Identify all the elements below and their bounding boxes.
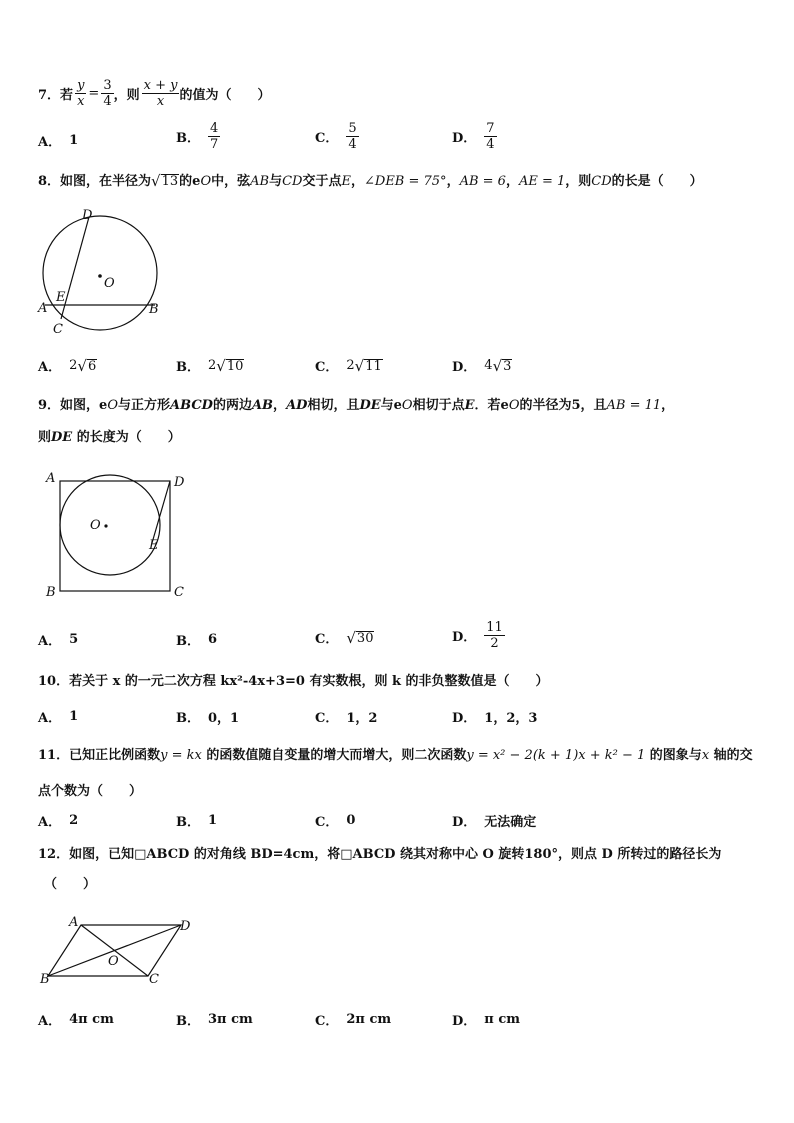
option-label: B． — [176, 360, 200, 375]
sqrt-expression — [493, 358, 513, 374]
math-symbol: O — [200, 174, 212, 189]
option-label: D． — [452, 131, 477, 146]
math-symbol: DE — [51, 430, 73, 445]
question-8-stem — [38, 170, 703, 189]
question-8-text: 交于点 — [302, 174, 342, 189]
question-9-text: 则 — [38, 430, 52, 445]
question-10-options — [38, 707, 738, 747]
question-11-stem-line2: 点个数为（ ） — [38, 784, 143, 799]
option-value: π cm — [484, 1012, 520, 1027]
math-expression: y = x² − 2(k + 1)x + k² − 1 — [466, 748, 646, 763]
option-value: 2 — [69, 813, 79, 828]
option-a[interactable] — [38, 811, 78, 830]
option-a[interactable] — [38, 356, 97, 375]
fraction-denominator: 4 — [103, 94, 112, 109]
option-label: A． — [38, 634, 62, 649]
question-7-text: 的值为（ ） — [179, 88, 271, 103]
question-8-text: ， — [505, 174, 519, 189]
sqrt-symbol: √ — [77, 356, 87, 375]
math-symbol: ABCD — [170, 398, 213, 413]
option-a[interactable] — [38, 630, 78, 649]
option-a[interactable] — [38, 1010, 114, 1029]
math-symbol: O — [401, 398, 413, 413]
option-label: A． — [38, 815, 62, 830]
option-value: 5 — [69, 632, 79, 647]
question-8-text: ，则 — [565, 174, 592, 189]
math-symbol: O — [508, 398, 520, 413]
question-9-text: 相切于点 — [412, 398, 465, 413]
question-9-text: 9．如图，e — [38, 398, 108, 413]
option-label: B． — [176, 634, 200, 649]
sqrt-symbol: √ — [354, 356, 365, 375]
option-c[interactable] — [315, 811, 355, 830]
fraction-numerator: 4 — [210, 121, 219, 136]
question-7-stem — [38, 78, 270, 109]
option-d[interactable] — [452, 707, 537, 726]
fraction-numerator: 7 — [486, 121, 495, 136]
point-label-b: B — [46, 585, 56, 600]
sqrt-expression — [77, 358, 97, 374]
question-8-options — [38, 356, 738, 396]
given-fraction — [75, 78, 86, 109]
sqrt-expression — [216, 358, 244, 374]
question-7-options — [38, 121, 738, 161]
math-symbol: E — [341, 174, 351, 189]
equals-sign: = — [88, 86, 100, 101]
option-label: D． — [452, 1014, 477, 1029]
question-9-text: ．若e — [474, 398, 509, 413]
option-coefficient: 2 — [346, 358, 355, 373]
option-label: C． — [315, 711, 339, 726]
point-label-a: A — [38, 301, 48, 316]
option-value: 0，1 — [208, 711, 240, 726]
option-value: 2π cm — [346, 1012, 392, 1027]
point-label-a: A — [69, 915, 79, 930]
question-12-stem: 12．如图，已知□ABCD 的对角线 BD=4cm，将□ABCD 绕其对称中心 O 旋转180°，则点 D 所转过的路径长为 — [38, 847, 722, 862]
point-label-e: E — [56, 290, 66, 305]
radicand: 3 — [503, 358, 512, 374]
sqrt-symbol: √ — [216, 356, 226, 375]
option-fraction — [208, 121, 220, 152]
question-7-text: 若 — [60, 88, 74, 103]
option-value: 1 — [208, 813, 218, 828]
tangent-de — [152, 481, 170, 543]
option-fraction — [346, 121, 358, 152]
option-value: 6 — [208, 632, 218, 647]
math-symbol: x — [701, 748, 710, 763]
point-label-o: O — [108, 954, 119, 969]
sqrt-symbol: √ — [346, 628, 356, 647]
option-d[interactable] — [452, 811, 536, 830]
question-7-text: ，则 — [113, 88, 140, 103]
math-symbol: E — [464, 398, 475, 413]
option-value: 无法确定 — [484, 815, 537, 830]
option-b[interactable] — [176, 630, 217, 649]
option-coefficient: 2 — [69, 358, 78, 373]
question-9-stem — [38, 394, 674, 413]
question-8-text: ， — [350, 174, 364, 189]
given-value-fraction — [101, 78, 113, 109]
center-dot — [98, 274, 102, 278]
radicand: 30 — [356, 630, 374, 646]
question-9-options — [38, 620, 738, 660]
option-d[interactable] — [452, 1010, 520, 1029]
fraction-numerator: x + y — [143, 78, 178, 93]
option-label: C． — [315, 360, 339, 375]
question-8-text: 的e — [179, 174, 201, 189]
option-b[interactable] — [176, 811, 217, 830]
question-12-options — [38, 1010, 738, 1050]
sqrt-symbol: √ — [492, 356, 503, 375]
option-label: B． — [176, 815, 200, 830]
question-11-stem — [38, 744, 753, 763]
math-expression: AE = 1 — [518, 174, 566, 189]
question-8-text: 8．如图，在半径为 — [38, 174, 152, 189]
question-9-text: 的两边 — [212, 398, 252, 413]
option-d[interactable] — [452, 121, 497, 152]
center-dot — [104, 524, 107, 527]
option-label: D． — [452, 815, 477, 830]
point-label-d: D — [174, 475, 185, 490]
math-expression: ∠DEB = 75° — [364, 174, 447, 189]
question-9-text: ， — [273, 398, 287, 413]
question-11-text: 的函数值随自变量的增大而增大，则二次函数 — [201, 748, 467, 763]
question-12-stem-line2: （ ） — [44, 877, 97, 892]
point-label-b: B — [149, 302, 159, 317]
radicand: 6 — [87, 358, 97, 374]
option-b[interactable] — [176, 121, 220, 152]
option-value: 1，2，3 — [484, 711, 538, 726]
sqrt-symbol: √ — [151, 172, 161, 190]
sqrt-expression — [346, 630, 374, 646]
fraction-numerator: 3 — [103, 78, 112, 93]
point-label-d: D — [82, 208, 93, 223]
option-d[interactable] — [452, 356, 512, 375]
question-9-figure — [40, 470, 200, 600]
question-9-text: 相切，且 — [307, 398, 360, 413]
circle-o — [60, 475, 160, 575]
question-9-stem-line2 — [38, 426, 181, 445]
option-c[interactable] — [315, 121, 359, 152]
math-symbol: AB — [251, 398, 274, 413]
option-label: C． — [315, 1014, 339, 1029]
sqrt-expression — [151, 173, 179, 189]
option-a[interactable] — [38, 131, 78, 150]
option-label: D． — [452, 711, 477, 726]
question-8-text: 与 — [269, 174, 283, 189]
question-8-text: ， — [446, 174, 460, 189]
question-9-text: ， — [661, 398, 675, 413]
option-label: A． — [38, 135, 62, 150]
question-9-text: 与e — [380, 398, 402, 413]
option-label: C． — [315, 632, 339, 647]
option-value: 3π cm — [208, 1012, 253, 1027]
question-10-stem: 10．若关于 x 的一元二次方程 kx²-4x+3=0 有实数根，则 k 的非负整数值是（ ） — [38, 674, 549, 689]
option-label: C． — [315, 815, 339, 830]
fraction-denominator: 2 — [490, 636, 499, 651]
option-label: B． — [176, 131, 200, 146]
expression-fraction — [142, 78, 180, 109]
radicand: 11 — [365, 358, 382, 374]
point-label-o: O — [90, 518, 101, 533]
radicand: 10 — [226, 358, 244, 374]
fraction-denominator: 4 — [348, 137, 357, 152]
sqrt-expression — [355, 358, 383, 374]
point-label-o: O — [104, 276, 115, 291]
fraction-denominator: 7 — [210, 137, 219, 152]
question-9-text: 的长度为（ ） — [72, 430, 181, 445]
question-11-text: 的图象与 — [645, 748, 702, 763]
option-value: 1 — [69, 709, 79, 724]
point-label-e: E — [149, 538, 159, 553]
option-value: 0 — [346, 813, 356, 828]
math-expression: AB = 6 — [459, 174, 506, 189]
radicand: 13 — [161, 174, 179, 189]
fraction-numerator: 5 — [348, 121, 357, 136]
question-9-text: 的半径为5，且 — [519, 398, 607, 413]
option-label: A． — [38, 711, 62, 726]
option-c[interactable] — [315, 707, 377, 726]
option-label: A． — [38, 1014, 62, 1029]
math-expression: AB = 11 — [606, 398, 662, 413]
fraction-numerator: y — [77, 78, 85, 93]
point-label-a: A — [46, 471, 56, 486]
option-value: 1，2 — [346, 711, 378, 726]
question-12-figure — [36, 910, 206, 990]
question-11-text: 11．已知正比例函数 — [38, 748, 161, 763]
circle-o — [43, 216, 157, 330]
math-expression: y = kx — [160, 748, 202, 763]
option-coefficient: 2 — [208, 358, 217, 373]
option-b[interactable] — [176, 707, 239, 726]
math-symbol: O — [107, 398, 118, 413]
question-7-text: 7． — [38, 88, 61, 103]
fraction-numerator: 11 — [486, 620, 503, 635]
question-8-text: 的长是（ ） — [611, 174, 703, 189]
option-label: B． — [176, 711, 200, 726]
math-symbol: CD — [591, 174, 612, 189]
fraction-denominator: 4 — [486, 137, 495, 152]
question-8-figure — [30, 205, 190, 345]
math-symbol: CD — [282, 174, 303, 189]
option-label: B． — [176, 1014, 200, 1029]
option-b[interactable] — [176, 1010, 253, 1029]
point-label-c: C — [149, 972, 159, 987]
option-value: 4π cm — [69, 1012, 114, 1027]
math-symbol: AD — [286, 398, 308, 413]
question-8-text: 中，弦 — [211, 174, 251, 189]
point-label-c: C — [174, 585, 184, 600]
option-c[interactable] — [315, 628, 374, 647]
option-a[interactable] — [38, 707, 78, 726]
option-label: C． — [315, 131, 339, 146]
option-value: 1 — [69, 133, 79, 148]
option-d[interactable] — [452, 620, 505, 651]
option-b[interactable] — [176, 356, 244, 375]
point-label-c: C — [53, 322, 63, 337]
question-9-text: 与正方形 — [118, 398, 171, 413]
math-symbol: DE — [359, 398, 381, 413]
fraction-denominator: x — [156, 94, 165, 109]
option-fraction — [484, 121, 496, 152]
point-label-d: D — [180, 919, 191, 934]
option-fraction — [484, 620, 505, 651]
option-c[interactable] — [315, 356, 383, 375]
option-label: D． — [452, 630, 477, 645]
option-label: D． — [452, 360, 477, 375]
fraction-denominator: x — [77, 94, 85, 109]
point-label-b: B — [40, 972, 50, 987]
math-symbol: AB — [250, 174, 270, 189]
question-11-text: 轴的交 — [709, 748, 753, 763]
option-c[interactable] — [315, 1010, 391, 1029]
option-coefficient: 4 — [484, 358, 493, 373]
option-label: A． — [38, 360, 62, 375]
